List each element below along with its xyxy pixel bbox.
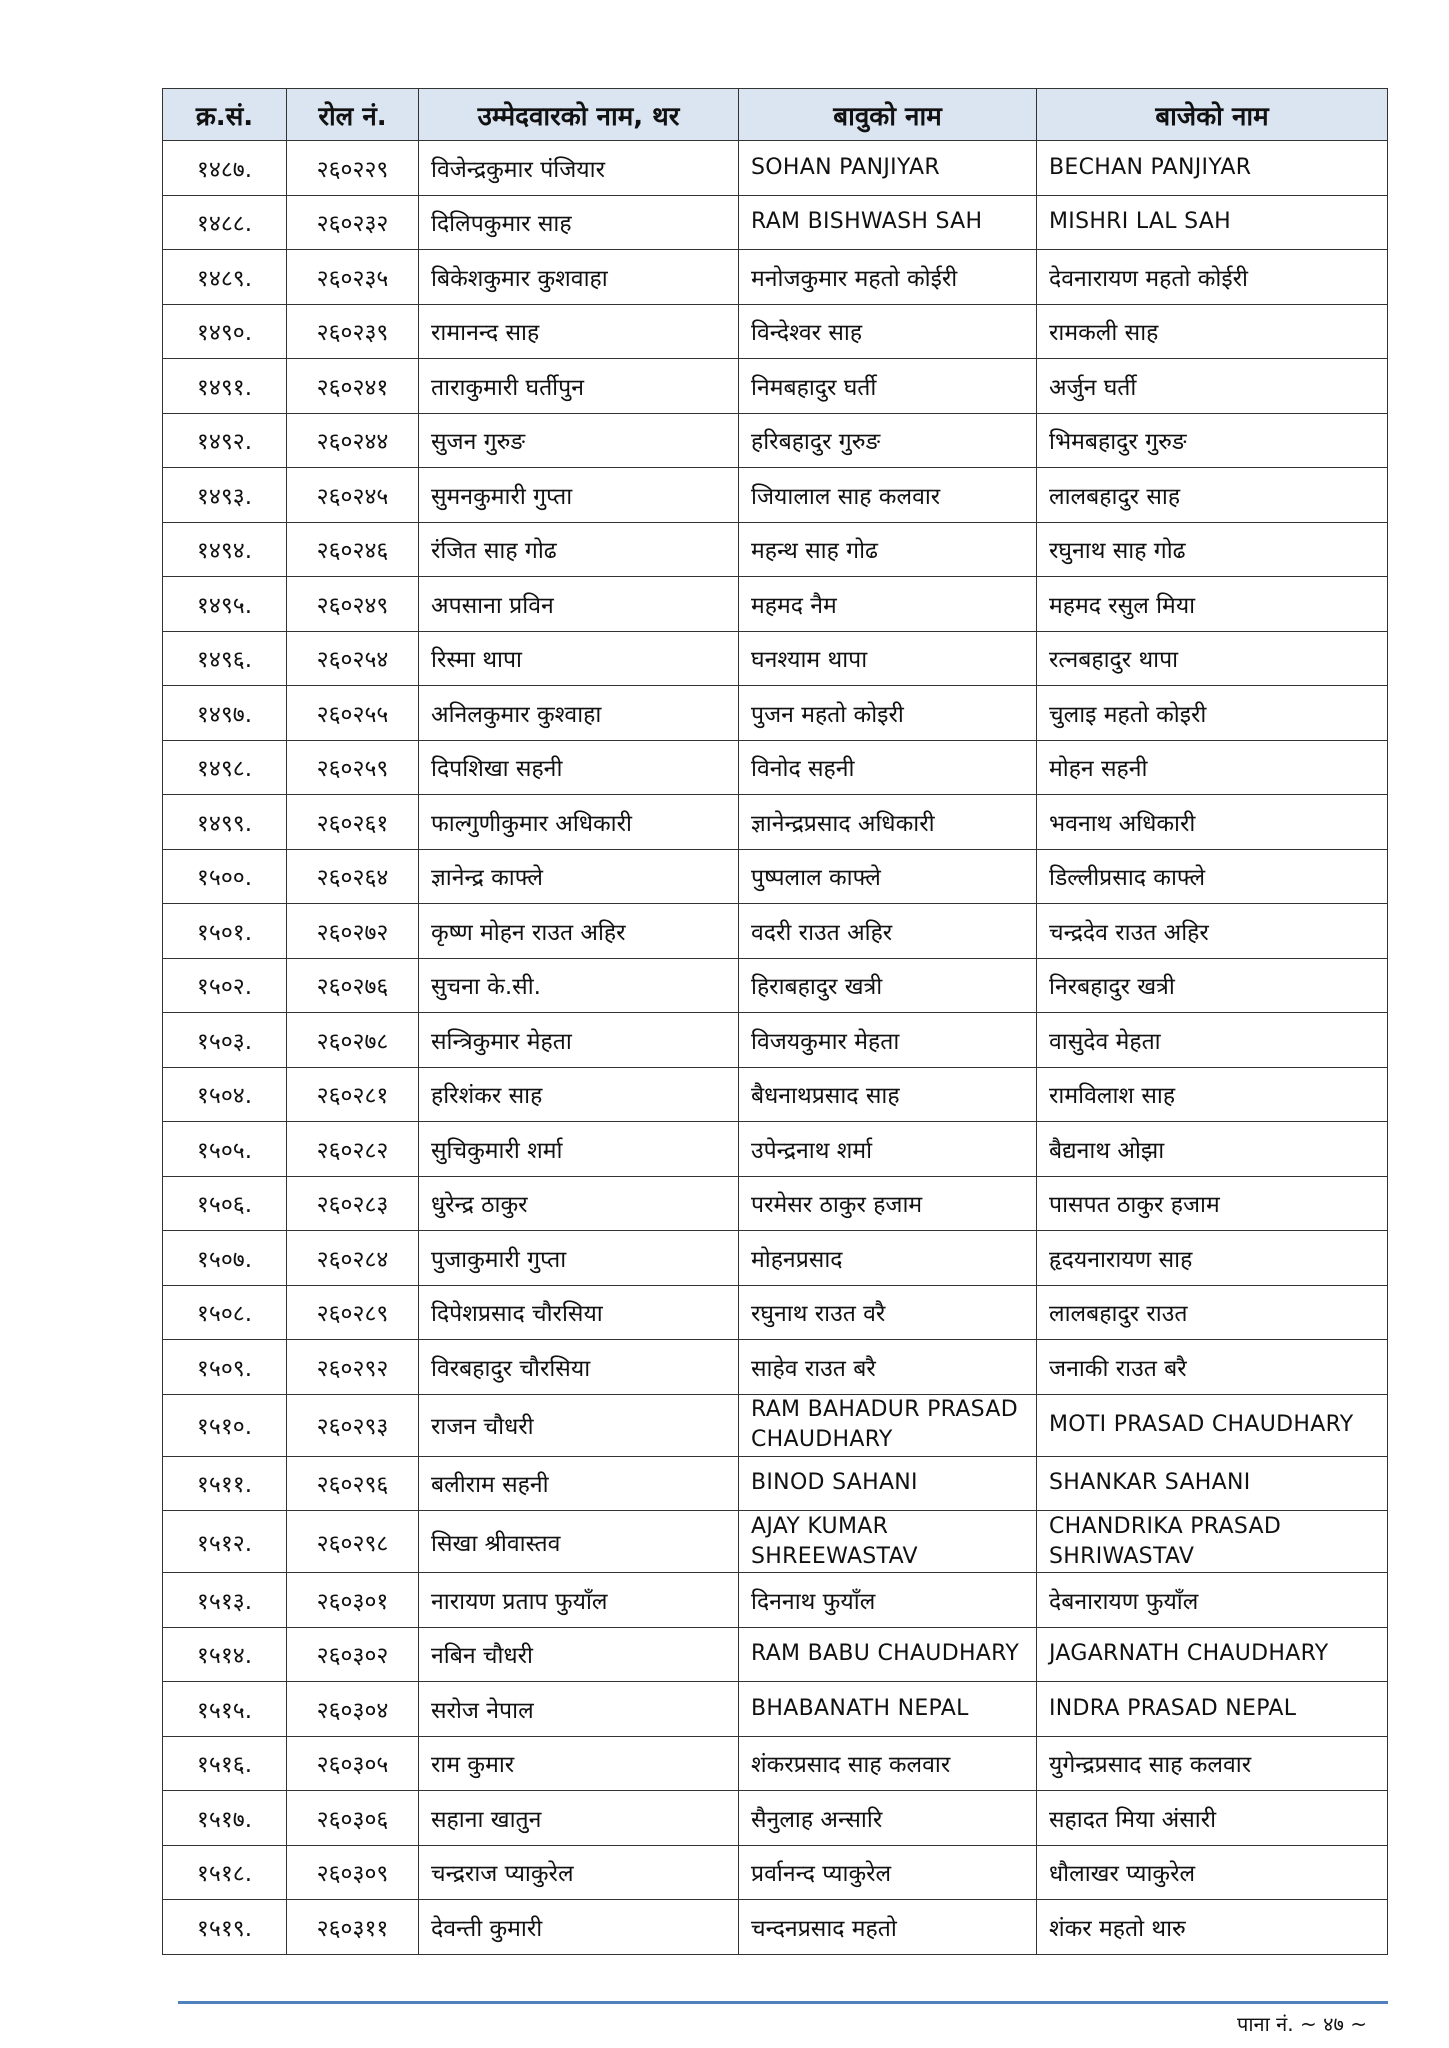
grandfather-name-cell: पासपत ठाकुर हजाम: [1037, 1176, 1388, 1231]
grandfather-name-cell: CHANDRIKA PRASAD SHRIWASTAV: [1037, 1511, 1388, 1573]
table-row: [163, 1627, 1388, 1682]
father-name-cell: ज्ञानेन्द्रप्रसाद अधिकारी: [739, 795, 1037, 850]
candidate-name-cell: चन्द्रराज प्याकुरेल: [419, 1845, 739, 1900]
table-row: [163, 1176, 1388, 1231]
grandfather-name-cell: जनाकी राउत बरै: [1037, 1340, 1388, 1395]
candidate-name-cell: फाल्गुणीकुमार अधिकारी: [419, 795, 739, 850]
grandfather-name-cell: हृदयनारायण साह: [1037, 1231, 1388, 1286]
roll-number-cell: २६०२६४: [287, 849, 419, 904]
roll-number-cell: २६०२९८: [287, 1511, 419, 1573]
father-name-cell: विनोद सहनी: [739, 740, 1037, 795]
table-row: [163, 141, 1388, 196]
serial-number-cell: १५१२.: [163, 1511, 287, 1573]
candidate-name-cell: सुमनकुमारी गुप्ता: [419, 468, 739, 523]
roll-number-cell: २६०२९२: [287, 1340, 419, 1395]
candidate-name-cell: दिपेशप्रसाद चौरसिया: [419, 1285, 739, 1340]
candidate-name-cell: सुचना के.सी.: [419, 958, 739, 1013]
roll-number-cell: २६०२९६: [287, 1456, 419, 1511]
serial-number-cell: १४९०.: [163, 304, 287, 359]
serial-number-cell: १५१४.: [163, 1627, 287, 1682]
father-name-cell: हरिबहादुर गुरुङ: [739, 413, 1037, 468]
candidate-table-container: [162, 88, 1387, 1955]
grandfather-name-cell: महमद रसुल मिया: [1037, 577, 1388, 632]
father-name-cell: पुष्पलाल काफ्ले: [739, 849, 1037, 904]
header-father-name: बावुको नाम: [739, 89, 1037, 141]
father-name-cell: महन्थ साह गोढ: [739, 522, 1037, 577]
grandfather-name-cell: SHANKAR SAHANI: [1037, 1456, 1388, 1511]
father-name-cell: घनश्याम थापा: [739, 631, 1037, 686]
roll-number-cell: २६०३०२: [287, 1627, 419, 1682]
table-row: [163, 849, 1388, 904]
candidate-name-cell: रिस्मा थापा: [419, 631, 739, 686]
grandfather-name-cell: शंकर महतो थारु: [1037, 1900, 1388, 1955]
serial-number-cell: १५१७.: [163, 1791, 287, 1846]
roll-number-cell: २६०२५९: [287, 740, 419, 795]
table-row: [163, 631, 1388, 686]
table-row: [163, 795, 1388, 850]
footer-divider: [178, 2001, 1388, 2004]
candidate-name-cell: नबिन चौधरी: [419, 1627, 739, 1682]
father-name-cell: AJAY KUMAR SHREEWASTAV: [739, 1511, 1037, 1573]
father-name-cell: निमबहादुर घर्ती: [739, 359, 1037, 414]
candidate-name-cell: नारायण प्रताप फुयाँल: [419, 1573, 739, 1628]
serial-number-cell: १५०४.: [163, 1067, 287, 1122]
serial-number-cell: १४८७.: [163, 141, 287, 196]
table-row: [163, 1231, 1388, 1286]
serial-number-cell: १५०१.: [163, 904, 287, 959]
table-row: [163, 740, 1388, 795]
father-name-cell: हिराबहादुर खत्री: [739, 958, 1037, 1013]
father-name-cell: जियालाल साह कलवार: [739, 468, 1037, 523]
candidate-name-cell: विजेन्द्रकुमार पंजियार: [419, 141, 739, 196]
roll-number-cell: २६०३११: [287, 1900, 419, 1955]
father-name-cell: SOHAN PANJIYAR: [739, 141, 1037, 196]
serial-number-cell: १४९८.: [163, 740, 287, 795]
candidate-name-cell: बिकेशकुमार कुशवाहा: [419, 250, 739, 305]
table-row: [163, 1736, 1388, 1791]
candidate-name-cell: रंजित साह गोढ: [419, 522, 739, 577]
serial-number-cell: १५०५.: [163, 1122, 287, 1177]
father-name-cell: महमद नैम: [739, 577, 1037, 632]
grandfather-name-cell: लालबहादुर राउत: [1037, 1285, 1388, 1340]
roll-number-cell: २६०२८९: [287, 1285, 419, 1340]
table-row: [163, 577, 1388, 632]
table-row: [163, 1067, 1388, 1122]
grandfather-name-cell: सहादत मिया अंसारी: [1037, 1791, 1388, 1846]
serial-number-cell: १५१०.: [163, 1394, 287, 1456]
father-name-cell: शंकरप्रसाद साह कलवार: [739, 1736, 1037, 1791]
table-header-row: [163, 89, 1388, 141]
grandfather-name-cell: युगेन्द्रप्रसाद साह कलवार: [1037, 1736, 1388, 1791]
grandfather-name-cell: देवनारायण महतो कोईरी: [1037, 250, 1388, 305]
candidate-name-cell: कृष्ण मोहन राउत अहिर: [419, 904, 739, 959]
father-name-cell: परमेसर ठाकुर हजाम: [739, 1176, 1037, 1231]
roll-number-cell: २६०२२९: [287, 141, 419, 196]
father-name-cell: दिननाथ फुयाँल: [739, 1573, 1037, 1628]
candidate-name-cell: देवन्ती कुमारी: [419, 1900, 739, 1955]
table-row: [163, 1394, 1388, 1456]
roll-number-cell: २६०२८४: [287, 1231, 419, 1286]
grandfather-name-cell: रत्नबहादुर थापा: [1037, 631, 1388, 686]
table-row: [163, 1340, 1388, 1395]
candidate-name-cell: ज्ञानेन्द्र काफ्ले: [419, 849, 739, 904]
serial-number-cell: १५०८.: [163, 1285, 287, 1340]
father-name-cell: उपेन्द्रनाथ शर्मा: [739, 1122, 1037, 1177]
serial-number-cell: १५०२.: [163, 958, 287, 1013]
roll-number-cell: २६०२८२: [287, 1122, 419, 1177]
grandfather-name-cell: अर्जुन घर्ती: [1037, 359, 1388, 414]
candidate-name-cell: विरबहादुर चौरसिया: [419, 1340, 739, 1395]
grandfather-name-cell: JAGARNATH CHAUDHARY: [1037, 1627, 1388, 1682]
candidate-name-cell: सहाना खातुन: [419, 1791, 739, 1846]
roll-number-cell: २६०२६१: [287, 795, 419, 850]
roll-number-cell: २६०२४४: [287, 413, 419, 468]
table-row: [163, 359, 1388, 414]
table-row: [163, 1573, 1388, 1628]
table-row: [163, 1511, 1388, 1573]
table-row: [163, 304, 1388, 359]
table-row: [163, 1900, 1388, 1955]
roll-number-cell: २६०२७६: [287, 958, 419, 1013]
father-name-cell: साहेव राउत बरै: [739, 1340, 1037, 1395]
serial-number-cell: १४८८.: [163, 195, 287, 250]
roll-number-cell: २६०२३९: [287, 304, 419, 359]
candidate-name-cell: राम कुमार: [419, 1736, 739, 1791]
roll-number-cell: २६०२५५: [287, 686, 419, 741]
serial-number-cell: १५१६.: [163, 1736, 287, 1791]
candidate-name-cell: ताराकुमारी घर्तीपुन: [419, 359, 739, 414]
roll-number-cell: २६०३०५: [287, 1736, 419, 1791]
serial-number-cell: १५१९.: [163, 1900, 287, 1955]
grandfather-name-cell: भिमबहादुर गुरुङ: [1037, 413, 1388, 468]
grandfather-name-cell: धौलाखर प्याकुरेल: [1037, 1845, 1388, 1900]
table-row: [163, 250, 1388, 305]
candidate-name-cell: सुचिकुमारी शर्मा: [419, 1122, 739, 1177]
serial-number-cell: १५०३.: [163, 1013, 287, 1068]
candidate-name-cell: सुजन गुरुङ: [419, 413, 739, 468]
serial-number-cell: १५१३.: [163, 1573, 287, 1628]
candidate-name-cell: सरोज नेपाल: [419, 1682, 739, 1737]
roll-number-cell: २६०२४५: [287, 468, 419, 523]
roll-number-cell: २६०२८३: [287, 1176, 419, 1231]
serial-number-cell: १५१८.: [163, 1845, 287, 1900]
table-row: [163, 958, 1388, 1013]
father-name-cell: प्रर्वानन्द प्याकुरेल: [739, 1845, 1037, 1900]
serial-number-cell: १५००.: [163, 849, 287, 904]
father-name-cell: RAM BABU CHAUDHARY: [739, 1627, 1037, 1682]
table-row: [163, 1285, 1388, 1340]
father-name-cell: रघुनाथ राउत वरै: [739, 1285, 1037, 1340]
page-number: पाना नं. ~ ४७ ~: [1236, 2012, 1367, 2036]
roll-number-cell: २६०३०१: [287, 1573, 419, 1628]
candidate-name-cell: दिलिपकुमार साह: [419, 195, 739, 250]
roll-number-cell: २६०२३५: [287, 250, 419, 305]
serial-number-cell: १४९३.: [163, 468, 287, 523]
grandfather-name-cell: लालबहादुर साह: [1037, 468, 1388, 523]
grandfather-name-cell: रामकली साह: [1037, 304, 1388, 359]
candidate-name-cell: सिखा श्रीवास्तव: [419, 1511, 739, 1573]
father-name-cell: चन्दनप्रसाद महतो: [739, 1900, 1037, 1955]
roll-number-cell: २६०३०६: [287, 1791, 419, 1846]
father-name-cell: BINOD SAHANI: [739, 1456, 1037, 1511]
candidate-name-cell: हरिशंकर साह: [419, 1067, 739, 1122]
roll-number-cell: २६०२७२: [287, 904, 419, 959]
roll-number-cell: २६०२४६: [287, 522, 419, 577]
serial-number-cell: १४९९.: [163, 795, 287, 850]
father-name-cell: विजयकुमार मेहता: [739, 1013, 1037, 1068]
serial-number-cell: १४९४.: [163, 522, 287, 577]
candidate-name-cell: बलीराम सहनी: [419, 1456, 739, 1511]
header-serial: क्र.सं.: [163, 89, 287, 141]
candidate-name-cell: अनिलकुमार कुश्वाहा: [419, 686, 739, 741]
header-candidate-name: उम्मेदवारको नाम, थर: [419, 89, 739, 141]
table-row: [163, 195, 1388, 250]
serial-number-cell: १४९१.: [163, 359, 287, 414]
grandfather-name-cell: देबनारायण फुयाँल: [1037, 1573, 1388, 1628]
father-name-cell: सैनुलाह अन्सारि: [739, 1791, 1037, 1846]
serial-number-cell: १४९७.: [163, 686, 287, 741]
serial-number-cell: १५०७.: [163, 1231, 287, 1286]
roll-number-cell: २६०२४९: [287, 577, 419, 632]
header-roll: रोल नं.: [287, 89, 419, 141]
serial-number-cell: १४९६.: [163, 631, 287, 686]
father-name-cell: BHABANATH NEPAL: [739, 1682, 1037, 1737]
grandfather-name-cell: बैद्यनाथ ओझा: [1037, 1122, 1388, 1177]
grandfather-name-cell: MOTI PRASAD CHAUDHARY: [1037, 1394, 1388, 1456]
serial-number-cell: १४९५.: [163, 577, 287, 632]
grandfather-name-cell: डिल्लीप्रसाद काफ्ले: [1037, 849, 1388, 904]
roll-number-cell: २६०२४१: [287, 359, 419, 414]
table-row: [163, 522, 1388, 577]
grandfather-name-cell: मोहन सहनी: [1037, 740, 1388, 795]
father-name-cell: वदरी राउत अहिर: [739, 904, 1037, 959]
table-row: [163, 1682, 1388, 1737]
table-row: [163, 1122, 1388, 1177]
roll-number-cell: २६०२९३: [287, 1394, 419, 1456]
father-name-cell: मोहनप्रसाद: [739, 1231, 1037, 1286]
table-row: [163, 413, 1388, 468]
serial-number-cell: १४८९.: [163, 250, 287, 305]
father-name-cell: पुजन महतो कोइरी: [739, 686, 1037, 741]
table-row: [163, 686, 1388, 741]
father-name-cell: मनोजकुमार महतो कोईरी: [739, 250, 1037, 305]
grandfather-name-cell: BECHAN PANJIYAR: [1037, 141, 1388, 196]
table-row: [163, 1013, 1388, 1068]
grandfather-name-cell: भवनाथ अधिकारी: [1037, 795, 1388, 850]
table-row: [163, 1845, 1388, 1900]
serial-number-cell: १५१५.: [163, 1682, 287, 1737]
candidate-name-cell: दिपशिखा सहनी: [419, 740, 739, 795]
candidate-table: [162, 88, 1388, 1955]
roll-number-cell: २६०३०९: [287, 1845, 419, 1900]
grandfather-name-cell: वासुदेव मेहता: [1037, 1013, 1388, 1068]
serial-number-cell: १५११.: [163, 1456, 287, 1511]
table-row: [163, 1791, 1388, 1846]
header-grandfather-name: बाजेको नाम: [1037, 89, 1388, 141]
grandfather-name-cell: MISHRI LAL SAH: [1037, 195, 1388, 250]
table-row: [163, 468, 1388, 523]
grandfather-name-cell: रामविलाश साह: [1037, 1067, 1388, 1122]
roll-number-cell: २६०२३२: [287, 195, 419, 250]
candidate-name-cell: अपसाना प्रविन: [419, 577, 739, 632]
serial-number-cell: १५०६.: [163, 1176, 287, 1231]
grandfather-name-cell: चुलाइ महतो कोइरी: [1037, 686, 1388, 741]
grandfather-name-cell: निरबहादुर खत्री: [1037, 958, 1388, 1013]
grandfather-name-cell: INDRA PRASAD NEPAL: [1037, 1682, 1388, 1737]
roll-number-cell: २६०२५४: [287, 631, 419, 686]
candidate-name-cell: राजन चौधरी: [419, 1394, 739, 1456]
table-body: [163, 141, 1388, 1955]
father-name-cell: RAM BAHADUR PRASAD CHAUDHARY: [739, 1394, 1037, 1456]
table-row: [163, 1456, 1388, 1511]
roll-number-cell: २६०२७८: [287, 1013, 419, 1068]
candidate-name-cell: सन्त्रिकुमार मेहता: [419, 1013, 739, 1068]
serial-number-cell: १५०९.: [163, 1340, 287, 1395]
roll-number-cell: २६०३०४: [287, 1682, 419, 1737]
father-name-cell: विन्देश्वर साह: [739, 304, 1037, 359]
grandfather-name-cell: रघुनाथ साह गोढ: [1037, 522, 1388, 577]
grandfather-name-cell: चन्द्रदेव राउत अहिर: [1037, 904, 1388, 959]
roll-number-cell: २६०२८१: [287, 1067, 419, 1122]
serial-number-cell: १४९२.: [163, 413, 287, 468]
father-name-cell: RAM BISHWASH SAH: [739, 195, 1037, 250]
candidate-name-cell: रामानन्द साह: [419, 304, 739, 359]
candidate-name-cell: धुरेन्द्र ठाकुर: [419, 1176, 739, 1231]
candidate-name-cell: पुजाकुमारी गुप्ता: [419, 1231, 739, 1286]
table-row: [163, 904, 1388, 959]
father-name-cell: बैधनाथप्रसाद साह: [739, 1067, 1037, 1122]
